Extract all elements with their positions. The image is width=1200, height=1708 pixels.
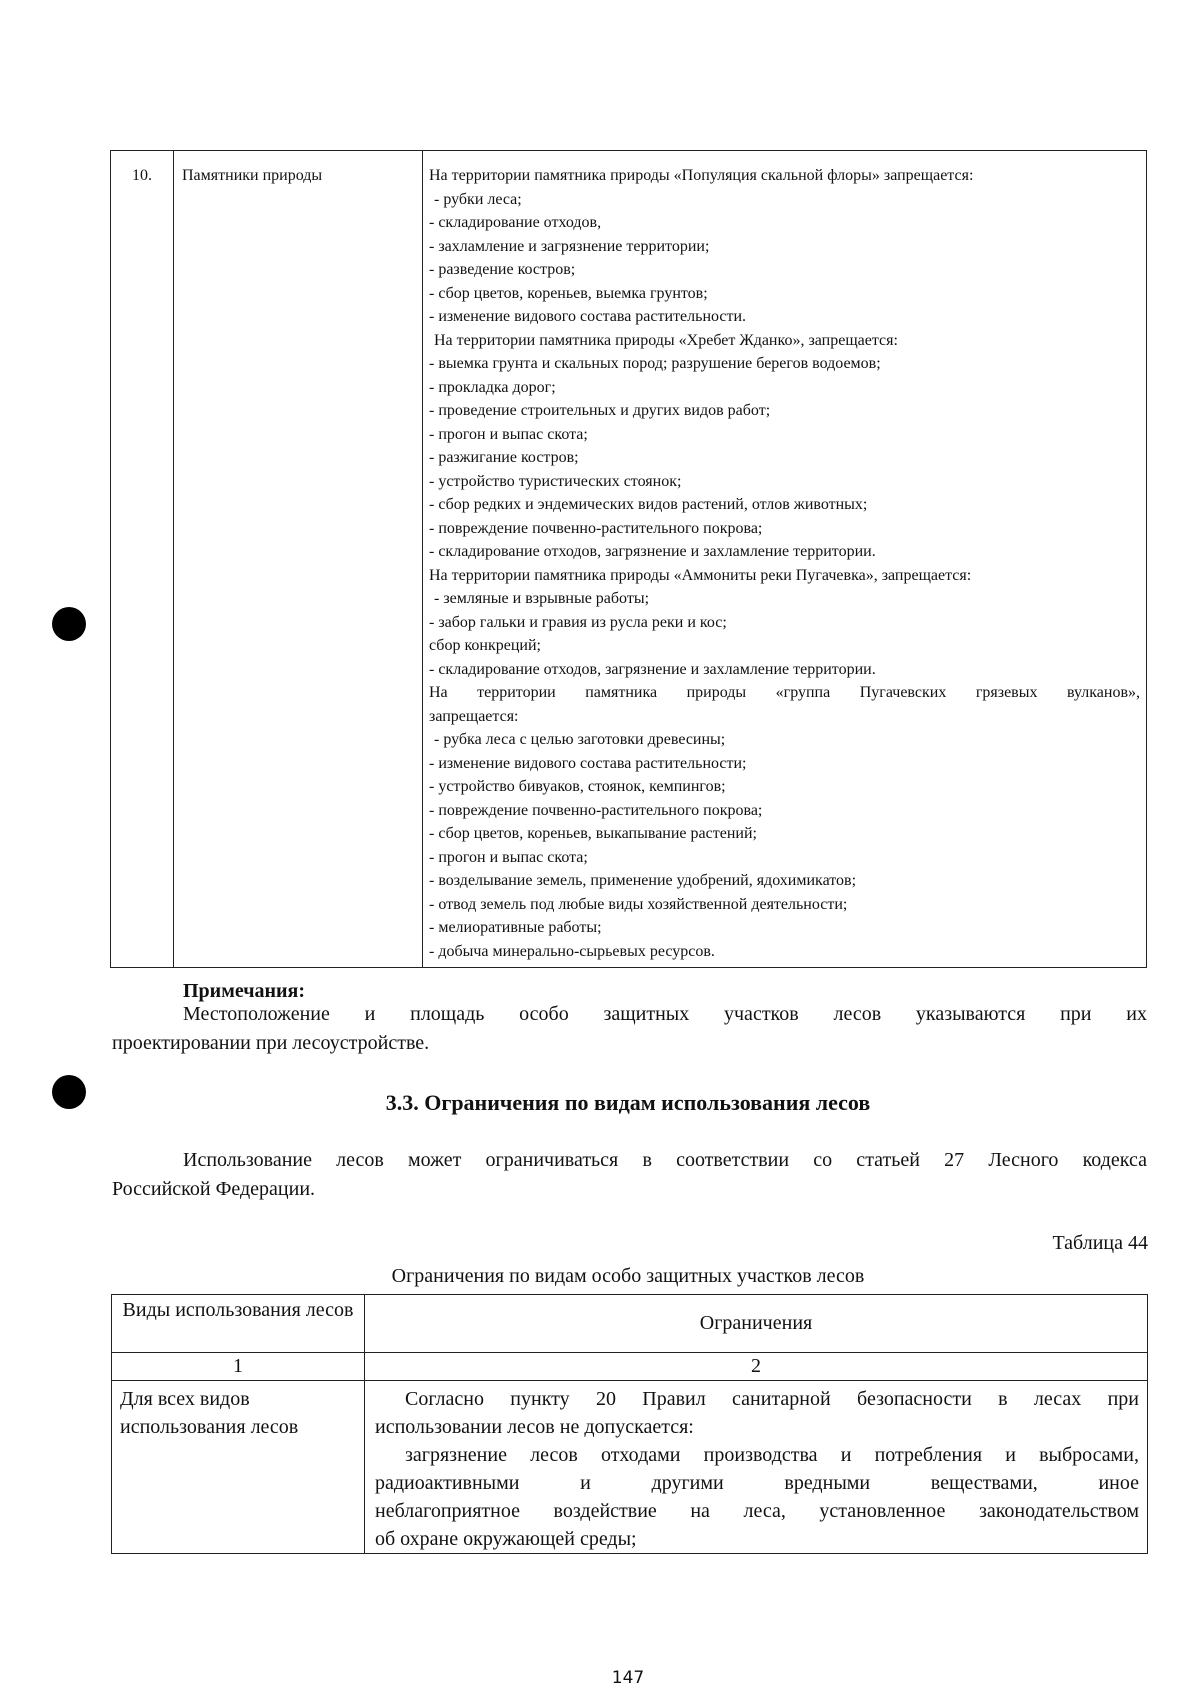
row-category: Памятники природы	[174, 151, 423, 968]
table-caption: Ограничения по видам особо защитных участков лесов	[391, 1265, 865, 1287]
restriction-text-line: использовании лесов не допускается:	[375, 1416, 694, 1438]
notes-paragraph	[112, 1000, 1147, 1058]
section-line: Использование лесов может ограничиваться в соответствии со статьей 27 Лесного кодекса	[183, 1149, 1147, 1171]
notes-heading: Примечания:	[183, 980, 306, 1002]
restriction-text-line: об охране окружающей среды;	[375, 1528, 637, 1550]
notes-line: Местоположение и площадь особо защитных участков лесов указываются при их	[183, 1003, 1147, 1025]
usage-restrictions-table	[111, 1294, 1148, 1554]
restriction-line: - складирование отходов, загрязнение и захламление территории.	[429, 660, 876, 678]
restriction-line: сбор конкреций;	[429, 637, 541, 654]
usage-type-cell: Для всех видов использования лесов	[112, 1381, 365, 1554]
restriction-line: На территории памятника природы «Популяция скальной флоры» запрещается:	[429, 167, 974, 184]
restriction-line: - сбор редких и эндемических видов растений, отлов животных;	[429, 496, 868, 513]
restriction-text-line: неблагоприятное воздействие на леса, установленное законодательством	[375, 1500, 1139, 1522]
restriction-text-cell	[365, 1381, 1148, 1554]
restriction-line: - мелиоративные работы;	[429, 919, 602, 936]
column-header: Ограничения	[365, 1295, 1148, 1353]
table-number: Таблица 44	[1052, 1232, 1148, 1254]
restriction-line: - проведение строительных и других видов работ;	[429, 402, 771, 419]
restriction-line: На территории памятника природы «Хребет Жданко», запрещается:	[434, 331, 898, 349]
restriction-text-line: загрязнение лесов отходами производства и потребления и выбросами,	[405, 1444, 1139, 1466]
restriction-line: На территории памятника природы «группа Пугачевских грязевых вулканов»,	[429, 684, 1140, 701]
restriction-line: - складирование отходов,	[429, 214, 602, 231]
restriction-line: - складирование отходов, загрязнение и захламление территории.	[429, 543, 876, 560]
restriction-line: - устройство туристических стоянок;	[429, 472, 682, 490]
section-paragraph	[112, 1146, 1147, 1204]
column-number: 2	[365, 1353, 1148, 1381]
restriction-line: запрещается:	[429, 707, 519, 725]
protected-sites-table	[110, 150, 1147, 968]
restriction-line: - рубка леса с целью заготовки древесины;	[434, 731, 726, 748]
table-row	[111, 151, 1147, 968]
table-header-row	[112, 1295, 1148, 1353]
restriction-line: - отвод земель под любые виды хозяйственной деятельности;	[429, 895, 848, 913]
restriction-line: - прогон и выпас скота;	[429, 848, 588, 866]
restrictions-cell	[423, 151, 1147, 968]
restriction-line: - возделывание земель, применение удобрений, ядохимикатов;	[429, 872, 857, 889]
restriction-text-line: радиоактивными и другими вредными веществами, иное	[375, 1472, 1139, 1494]
section-title: 3.3. Ограничения по видам использования лесов	[385, 1090, 871, 1115]
punch-hole-top	[52, 607, 86, 641]
restriction-line: - разжигание костров;	[429, 449, 579, 466]
restriction-line: На территории памятника природы «Аммониты реки Пугачевка», запрещается:	[429, 566, 972, 584]
restriction-line: - захламление и загрязнение территории;	[429, 237, 710, 255]
restriction-line: - прогон и выпас скота;	[429, 425, 588, 443]
restriction-line: - выемка грунта и скальных пород; разрушение берегов водоемов;	[429, 355, 881, 372]
restriction-line: - повреждение почвенно-растительного покрова;	[429, 801, 763, 819]
notes-line: проектировании при лесоустройстве.	[112, 1032, 430, 1054]
restriction-line: - забор гальки и гравия из русла реки и кос;	[429, 613, 727, 631]
restriction-line: - сбор цветов, кореньев, выкапывание растений;	[429, 825, 757, 842]
restriction-line: - устройство бивуаков, стоянок, кемпингов;	[429, 778, 726, 795]
restriction-line: - прокладка дорог;	[429, 378, 556, 396]
column-number: 1	[112, 1353, 365, 1381]
restriction-line: - сбор цветов, кореньев, выемка грунтов;	[429, 284, 708, 302]
restriction-line: - изменение видового состава растительности.	[429, 308, 747, 325]
restriction-line: - повреждение почвенно-растительного покрова;	[429, 519, 763, 537]
restriction-line: - земляные и взрывные работы;	[434, 590, 650, 607]
restriction-line: - разведение костров;	[429, 261, 576, 278]
section-line: Российской Федерации.	[112, 1178, 316, 1200]
page-number: 147	[611, 1668, 645, 1688]
row-number: 10.	[111, 151, 174, 968]
restriction-line: - изменение видового состава растительности;	[429, 754, 747, 772]
restriction-line: - рубки леса;	[434, 190, 522, 208]
column-number-row	[112, 1353, 1148, 1381]
restriction-text-line: Согласно пункту 20 Правил санитарной безопасности в лесах при	[405, 1388, 1139, 1410]
column-header: Виды использования лесов	[112, 1295, 365, 1353]
restriction-line: - добыча минерально-сырьевых ресурсов.	[429, 942, 715, 960]
table-row	[112, 1381, 1148, 1554]
